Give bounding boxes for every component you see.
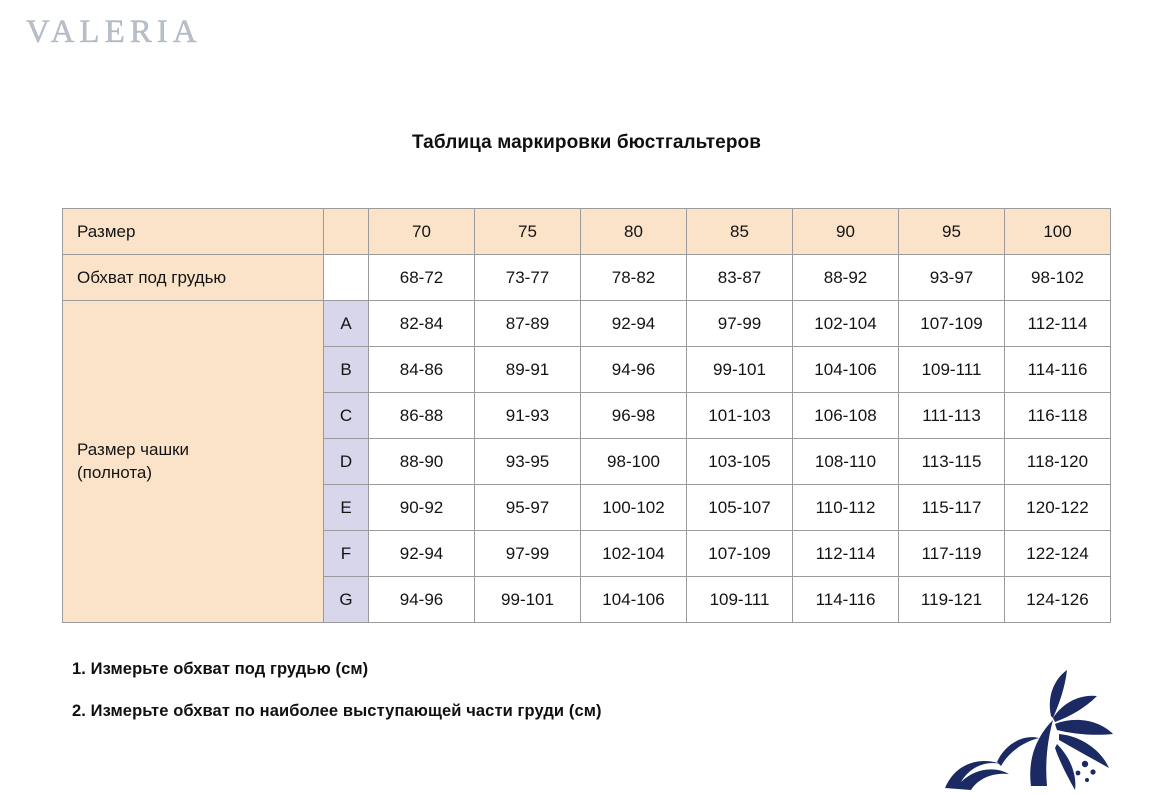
cup-value-cell: 104-106: [793, 347, 899, 393]
underbust-value-cell: 93-97: [899, 255, 1005, 301]
cup-value-cell: 98-100: [581, 439, 687, 485]
cup-value-cell: 97-99: [687, 301, 793, 347]
cup-value-cell: 112-114: [1005, 301, 1111, 347]
cup-value-cell: 90-92: [369, 485, 475, 531]
cup-value-cell: 100-102: [581, 485, 687, 531]
table-row: [63, 301, 1111, 347]
cup-value-cell: 99-101: [475, 577, 581, 623]
cup-value-cell: 84-86: [369, 347, 475, 393]
cup-letter-cell: G: [324, 577, 369, 623]
cup-value-cell: 113-115: [899, 439, 1005, 485]
cup-value-cell: 119-121: [899, 577, 1005, 623]
header-size-cell: 90: [793, 209, 899, 255]
cup-value-cell: 88-90: [369, 439, 475, 485]
header-size-cell: 95: [899, 209, 1005, 255]
underbust-value-cell: 78-82: [581, 255, 687, 301]
table-row-underbust: [63, 255, 1111, 301]
cup-value-cell: 92-94: [369, 531, 475, 577]
cup-value-cell: 82-84: [369, 301, 475, 347]
cup-letter-cell: B: [324, 347, 369, 393]
cup-value-cell: 94-96: [581, 347, 687, 393]
cup-value-cell: 99-101: [687, 347, 793, 393]
cup-letter-cell: D: [324, 439, 369, 485]
header-size-cell: 100: [1005, 209, 1111, 255]
cup-value-cell: 86-88: [369, 393, 475, 439]
cup-value-cell: 107-109: [687, 531, 793, 577]
cup-value-cell: 95-97: [475, 485, 581, 531]
cup-value-cell: 109-111: [687, 577, 793, 623]
page-title: Таблица маркировки бюстгальтеров: [411, 132, 762, 153]
cup-value-cell: 106-108: [793, 393, 899, 439]
underbust-value-cell: 83-87: [687, 255, 793, 301]
cup-value-cell: 89-91: [475, 347, 581, 393]
cup-value-cell: 112-114: [793, 531, 899, 577]
cup-value-cell: 117-119: [899, 531, 1005, 577]
cup-value-cell: 114-116: [793, 577, 899, 623]
cup-letter-cell: F: [324, 531, 369, 577]
underbust-value-cell: 68-72: [369, 255, 475, 301]
row-label-underbust: Обхват под грудью: [63, 255, 324, 301]
cup-value-cell: 91-93: [475, 393, 581, 439]
table-header-row: [63, 209, 1111, 255]
cup-value-cell: 115-117: [899, 485, 1005, 531]
bra-size-table: [62, 208, 1111, 623]
underbust-spacer-cell: [324, 255, 369, 301]
cup-value-cell: 97-99: [475, 531, 581, 577]
cup-letter-cell: C: [324, 393, 369, 439]
cup-value-cell: 116-118: [1005, 393, 1111, 439]
cup-label-line-2: (полнота): [77, 462, 153, 482]
cup-value-cell: 108-110: [793, 439, 899, 485]
cup-value-cell: 105-107: [687, 485, 793, 531]
cup-value-cell: 104-106: [581, 577, 687, 623]
header-spacer-cell: [324, 209, 369, 255]
underbust-value-cell: 98-102: [1005, 255, 1111, 301]
cup-value-cell: 103-105: [687, 439, 793, 485]
underbust-value-cell: 73-77: [475, 255, 581, 301]
row-label-cup-size: [63, 301, 324, 623]
cup-label-line-1: Размер чашки: [77, 439, 190, 459]
cup-value-cell: 110-112: [793, 485, 899, 531]
cup-value-cell: 101-103: [687, 393, 793, 439]
cup-value-cell: 102-104: [581, 531, 687, 577]
cup-value-cell: 122-124: [1005, 531, 1111, 577]
cup-value-cell: 93-95: [475, 439, 581, 485]
cup-value-cell: 92-94: [581, 301, 687, 347]
instructions-list: [72, 660, 972, 744]
cup-letter-cell: E: [324, 485, 369, 531]
cup-value-cell: 111-113: [899, 393, 1005, 439]
brand-logo: VALERIA: [26, 14, 202, 50]
cup-value-cell: 94-96: [369, 577, 475, 623]
size-table-container: [62, 208, 1111, 623]
cup-value-cell: 87-89: [475, 301, 581, 347]
cup-value-cell: 107-109: [899, 301, 1005, 347]
underbust-value-cell: 88-92: [793, 255, 899, 301]
cup-value-cell: 102-104: [793, 301, 899, 347]
cup-letter-cell: A: [324, 301, 369, 347]
header-size-cell: 75: [475, 209, 581, 255]
cup-value-cell: 96-98: [581, 393, 687, 439]
cup-value-cell: 120-122: [1005, 485, 1111, 531]
cup-value-cell: 114-116: [1005, 347, 1111, 393]
instruction-item: 1. Измерьте обхват под грудью (см): [72, 660, 369, 678]
header-label-size: Размер: [63, 209, 324, 255]
cup-value-cell: 118-120: [1005, 439, 1111, 485]
cup-value-cell: 124-126: [1005, 577, 1111, 623]
cup-value-cell: 109-111: [899, 347, 1005, 393]
instruction-item: 2. Измерьте обхват по наиболее выступающей части груди (см): [72, 702, 602, 720]
header-size-cell: 80: [581, 209, 687, 255]
header-size-cell: 70: [369, 209, 475, 255]
header-size-cell: 85: [687, 209, 793, 255]
